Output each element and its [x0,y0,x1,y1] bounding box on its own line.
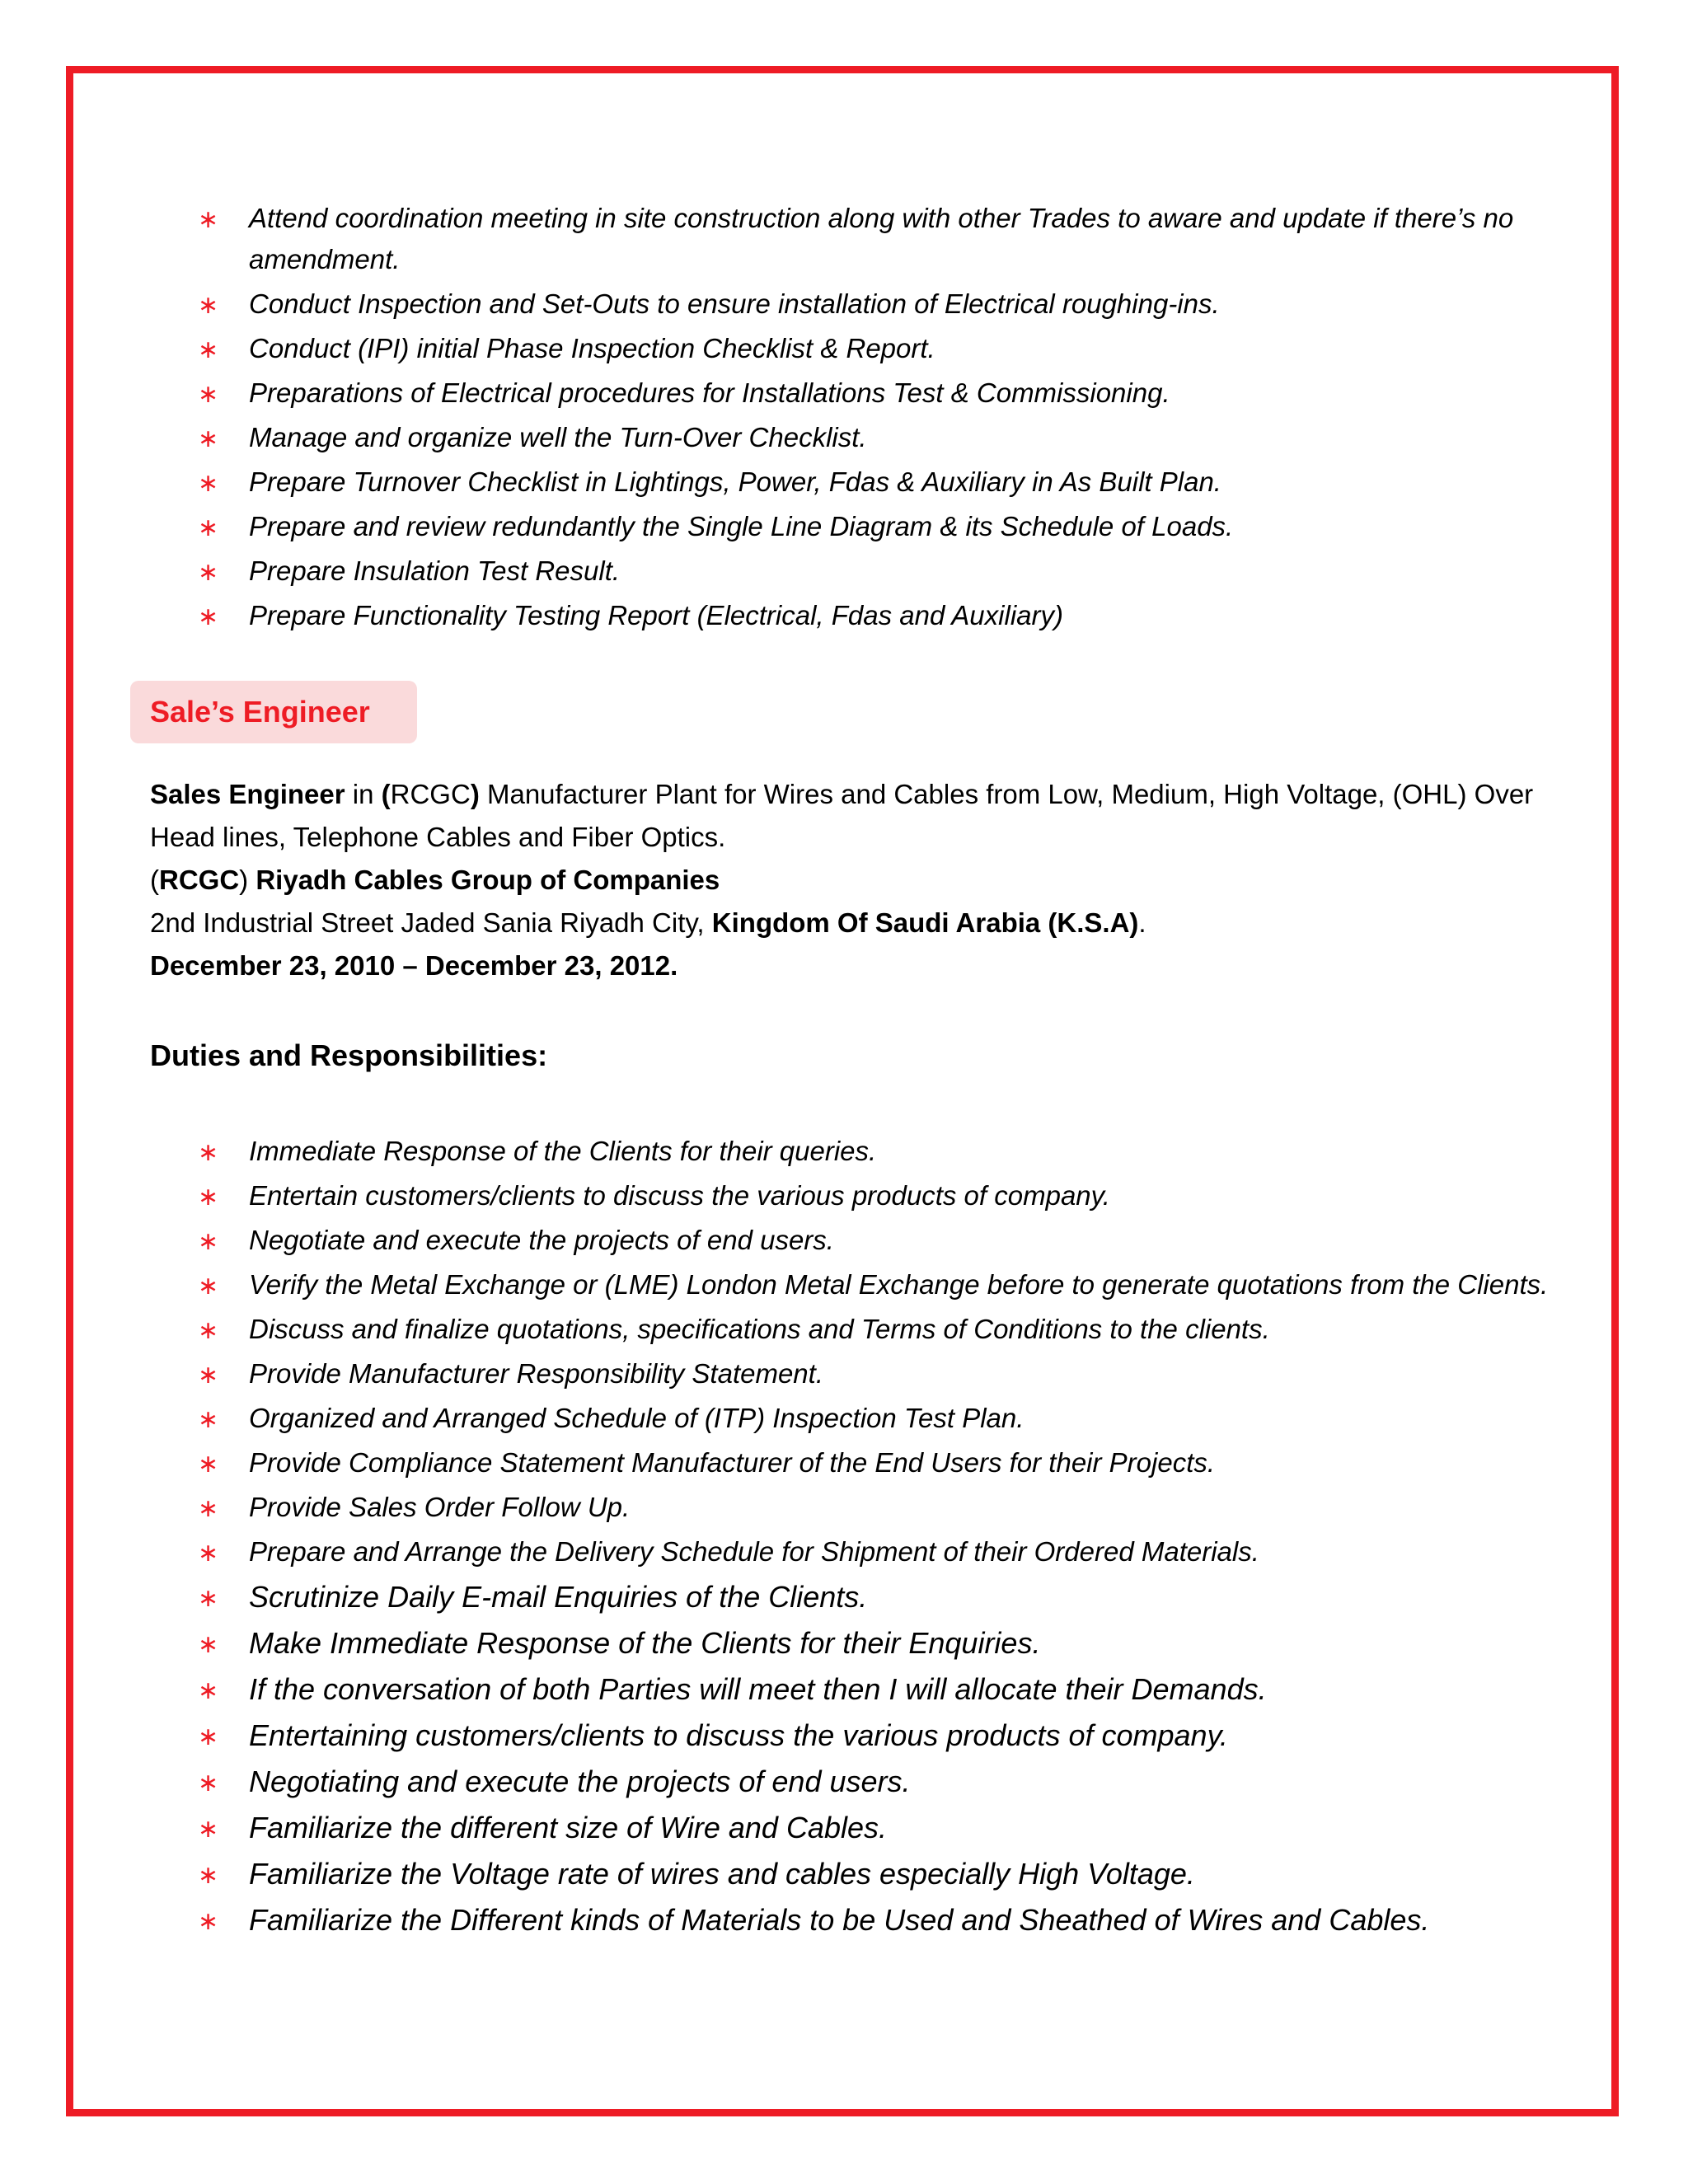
asterisk-icon: ∗ [198,1816,219,1843]
duty-text: Prepare Functionality Testing Report (Electrical, Fdas and Auxiliary) [249,600,1063,630]
duty-text: Prepare and review redundantly the Single Line Diagram & its Schedule of Loads. [249,511,1234,541]
duty-text: Immediate Response of the Clients for their queries. [249,1136,877,1166]
duty-text: Scrutinize Daily E-mail Enquiries of the Clients. [249,1580,868,1614]
asterisk-icon: ∗ [198,1317,219,1344]
asterisk-icon: ∗ [198,1495,219,1522]
asterisk-icon: ∗ [198,1723,219,1750]
duty-text: Preparations of Electrical procedures for Installations Test & Commissioning. [249,377,1170,408]
duty-item [198,1264,1550,1305]
duty-item [198,551,1550,592]
duty-item [198,1760,1550,1803]
duty-text: Organized and Arranged Schedule of (ITP) Inspection Test Plan. [249,1403,1025,1433]
duty-item [198,1714,1550,1757]
duties-heading: Duties and Responsibilities: [150,1038,548,1072]
job-in: in [345,779,382,809]
duty-item [198,506,1550,547]
company-name: Riyadh Cables Group of Companies [256,865,720,895]
asterisk-icon: ∗ [198,1272,219,1300]
duty-item [198,1442,1550,1483]
duty-item [198,1668,1550,1711]
asterisk-icon: ∗ [198,603,219,630]
job-summary [150,773,1551,859]
duty-text: Prepare Turnover Checklist in Lightings, Power, Fdas & Auxiliary in As Built Plan. [249,466,1221,497]
job-company-abbr: RCGC [390,779,471,809]
duty-text: Make Immediate Response of the Clients for their Enquiries. [249,1626,1041,1660]
address-end: . [1138,907,1146,938]
section-tab-sales-engineer [130,681,417,743]
job-description: Manufacturer Plant for Wires and Cables from Low, Medium, High Voltage, (OHL) Over Head lines, Telephone Cables and Fiber Optics. [150,779,1534,852]
bottom-duties-list-large [198,1576,1550,1942]
asterisk-icon: ∗ [198,336,219,363]
asterisk-icon: ∗ [198,1908,219,1935]
duty-item [198,1353,1550,1394]
duty-text: Familiarize the different size of Wire and Cables. [249,1811,887,1844]
bottom-duties-list [198,1131,1550,1572]
duty-text: Negotiate and execute the projects of end users. [249,1225,834,1255]
duty-item [198,198,1550,280]
asterisk-icon: ∗ [198,559,219,586]
duty-item [198,1131,1550,1172]
duty-text: Entertaining customers/clients to discuss the various products of company. [249,1718,1228,1752]
duty-text: Familiarize the Different kinds of Materials to be Used and Sheathed of Wires and Cables. [249,1903,1430,1937]
duty-item [198,1853,1550,1896]
duty-text: Discuss and finalize quotations, specifications and Terms of Conditions to the clients. [249,1314,1270,1344]
duty-item [198,373,1550,414]
job-open-paren: ( [381,779,391,809]
duty-text: If the conversation of both Parties will meet then I will allocate their Demands. [249,1672,1267,1706]
asterisk-icon: ∗ [198,1862,219,1889]
asterisk-icon: ∗ [198,1406,219,1433]
duty-item [198,462,1550,503]
asterisk-icon: ∗ [198,206,219,233]
duty-item [198,595,1550,636]
duty-item [198,1487,1550,1528]
duty-text: Familiarize the Voltage rate of wires and cables especially High Voltage. [249,1857,1195,1891]
duty-text: Conduct (IPI) initial Phase Inspection Checklist & Report. [249,333,935,363]
duty-item [198,1220,1550,1261]
asterisk-icon: ∗ [198,470,219,497]
duty-item [198,1531,1550,1572]
asterisk-icon: ∗ [198,1228,219,1255]
section-title: Sale’s Engineer [150,695,370,729]
company-line [150,859,1551,902]
asterisk-icon: ∗ [198,1585,219,1612]
duty-text: Prepare and Arrange the Delivery Schedule for Shipment of their Ordered Materials. [249,1536,1259,1567]
asterisk-icon: ∗ [198,292,219,319]
bottom-duties-container [198,1131,1550,1945]
asterisk-icon: ∗ [198,1139,219,1166]
duty-text: Entertain customers/clients to discuss the various products of company. [249,1180,1110,1211]
duty-item [198,1899,1550,1942]
job-close-paren: ) [470,779,480,809]
duty-item [198,417,1550,458]
duty-text: Conduct Inspection and Set-Outs to ensure installation of Electrical roughing-ins. [249,288,1220,319]
asterisk-icon: ∗ [198,1677,219,1704]
asterisk-icon: ∗ [198,1631,219,1658]
asterisk-icon: ∗ [198,1361,219,1389]
asterisk-icon: ∗ [198,514,219,541]
duty-item [198,1398,1550,1439]
duty-text: Manage and organize well the Turn-Over Checklist. [249,422,867,452]
asterisk-icon: ∗ [198,381,219,408]
asterisk-icon: ∗ [198,1540,219,1567]
duty-item [198,1807,1550,1849]
employment-dates: December 23, 2010 – December 23, 2012. [150,950,678,981]
asterisk-icon: ∗ [198,425,219,452]
duty-text: Verify the Metal Exchange or (LME) London Metal Exchange before to generate quotations from the Clients. [249,1269,1549,1300]
duty-item [198,1175,1550,1216]
job-details [150,773,1551,987]
duty-text: Attend coordination meeting in site construction along with other Trades to aware and update if there’s no amendment. [249,203,1514,274]
duty-item [198,1309,1550,1350]
company-close-paren: ) [239,865,256,895]
duty-item [198,284,1550,325]
asterisk-icon: ∗ [198,1769,219,1797]
top-duties-list [198,198,1550,640]
duty-item [198,1576,1550,1619]
company-abbr: RCGC [159,865,240,895]
duty-text: Provide Compliance Statement Manufacturer of the End Users for their Projects. [249,1447,1216,1478]
job-role: Sales Engineer [150,779,345,809]
company-open-paren: ( [150,865,159,895]
address-line [150,902,1551,944]
country: Kingdom Of Saudi Arabia (K.S.A) [711,907,1139,938]
asterisk-icon: ∗ [198,1451,219,1478]
address: 2nd Industrial Street Jaded Sania Riyadh City, [150,907,712,938]
duty-item [198,328,1550,369]
duty-text: Provide Sales Order Follow Up. [249,1492,631,1522]
duty-text: Negotiating and execute the projects of end users. [249,1765,911,1798]
duty-text: Prepare Insulation Test Result. [249,555,621,586]
duty-text: Provide Manufacturer Responsibility Statement. [249,1358,823,1389]
asterisk-icon: ∗ [198,1183,219,1211]
duty-item [198,1622,1550,1665]
